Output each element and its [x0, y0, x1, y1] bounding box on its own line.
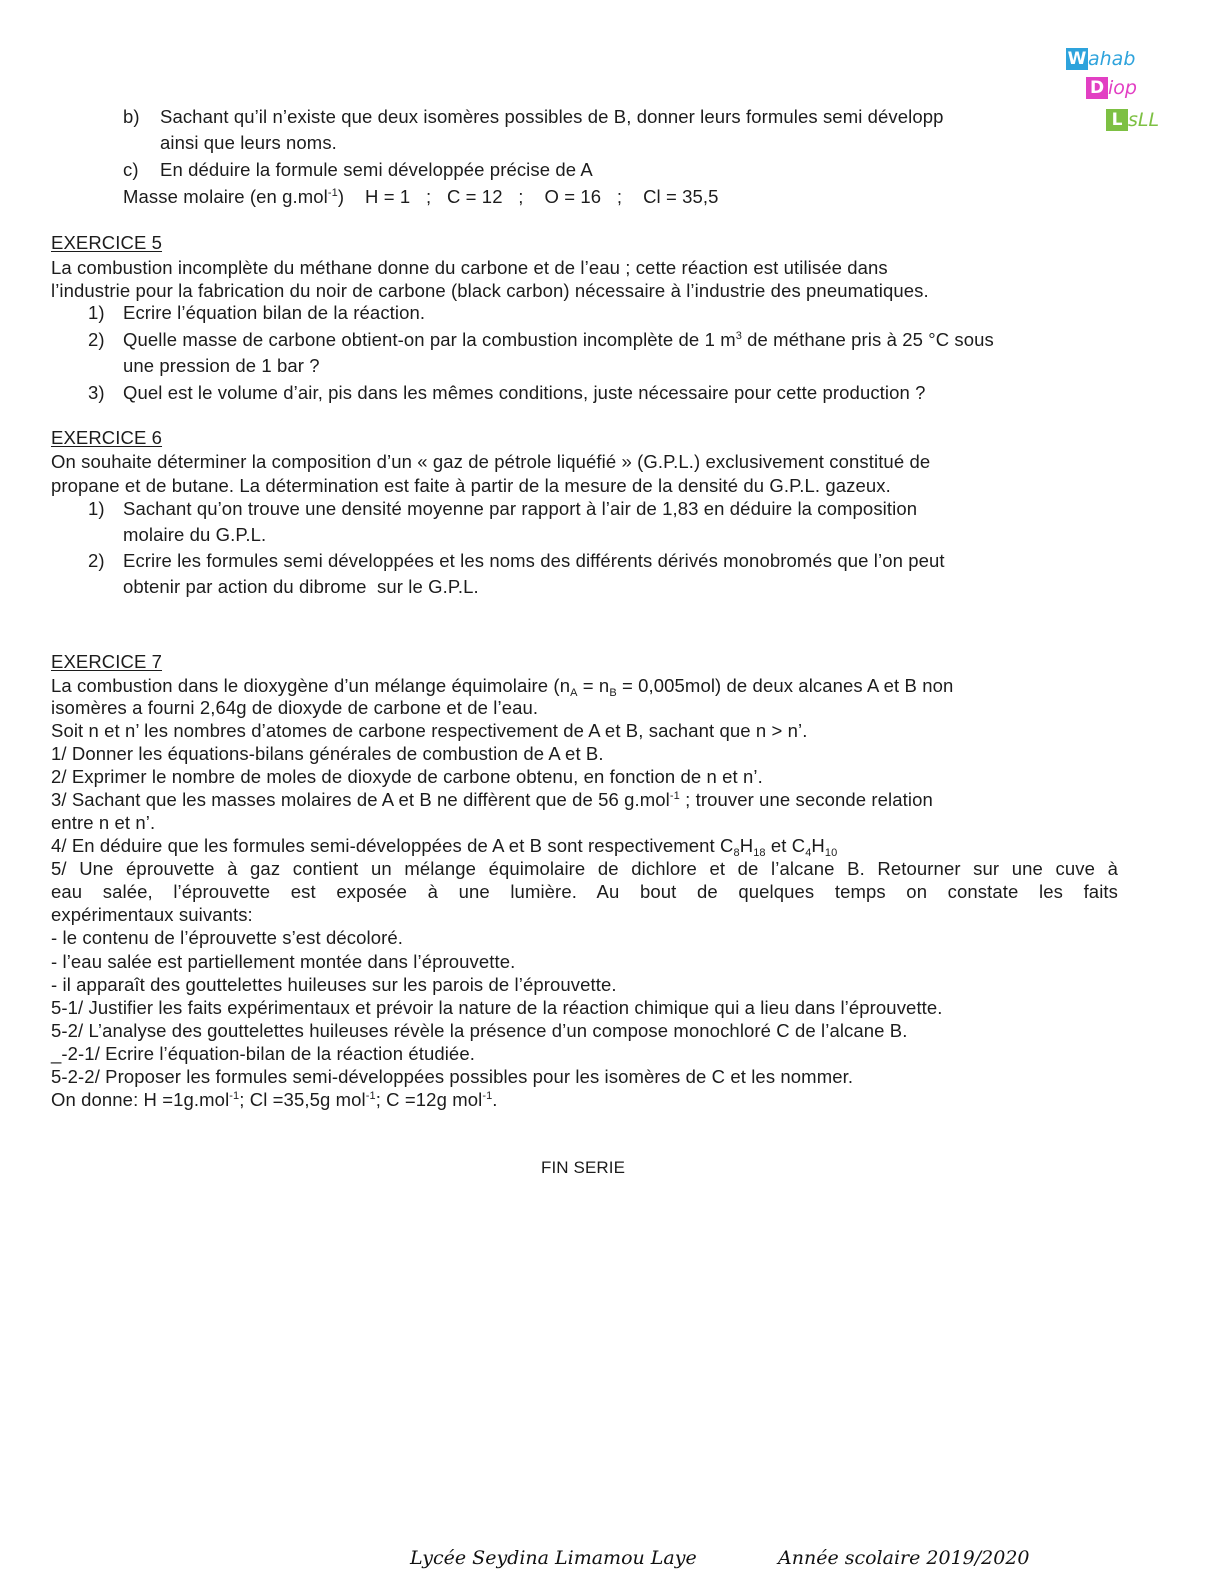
question-text: 5-2-2/ Proposer les formules semi-développées possibles pour les isomères de C et les nommer.	[51, 1066, 854, 1087]
superscript: 3	[735, 330, 742, 342]
question-text: _-2-1/ Ecrire l’équation-bilan de la réaction étudiée.	[51, 1043, 475, 1064]
exercise-title: EXERCICE 5	[51, 232, 163, 253]
question-marker: 2)	[88, 550, 105, 571]
superscript: -1	[669, 790, 680, 802]
subscript: B	[609, 687, 617, 699]
given-data	[51, 1089, 498, 1111]
text-segment: 3/ Sachant que les masses molaires de A et B ne diffèrent que de 56 g.mol	[51, 789, 670, 810]
text-segment: .	[492, 1089, 498, 1110]
question-text: eau salée, l’éprouvette est exposée à une lumière. Au bout de quelques temps on constate les faits	[51, 881, 1118, 902]
superscript: -1	[482, 1090, 493, 1102]
logo-letter-d: D	[1086, 77, 1108, 99]
question-text: une pression de 1 bar ?	[123, 355, 320, 376]
text-segment: de méthane pris à 25 °C sous	[741, 329, 994, 350]
question-text: obtenir par action du dibrome sur le G.P.L.	[123, 576, 479, 597]
exercise-title: EXERCICE 7	[51, 651, 163, 672]
list-item: - il apparaît des gouttelettes huileuses sur les parois de l’éprouvette.	[51, 974, 617, 995]
text-segment: H	[739, 835, 754, 856]
text-segment: Quelle masse de carbone obtient-on par la combustion incomplète de 1 m	[123, 329, 736, 350]
subscript: 8	[733, 847, 740, 859]
logo-row-wahab	[1066, 48, 1135, 70]
text-segment: et C	[765, 835, 806, 856]
exercise-intro: Soit n et n’ les nombres d’atomes de carbone respectivement de A et B, sachant que n > n’.	[51, 720, 808, 741]
question-text: 5-2/ L’analyse des gouttelettes huileuses révèle la présence d’un compose monochloré C de l’alcane B.	[51, 1020, 908, 1041]
footer-school-year: Année scolaire 2019/2020	[778, 1547, 1030, 1569]
text-segment: ; trouver une seconde relation	[679, 789, 933, 810]
question-marker: 3)	[88, 382, 105, 403]
superscript: -1	[229, 1090, 240, 1102]
text-segment: 4/ En déduire que les formules semi-développées de A et B sont respectivement C	[51, 835, 734, 856]
text-segment: = n	[577, 675, 610, 696]
question-text: Quel est le volume d’air, pis dans les mêmes conditions, juste nécessaire pour cette production ?	[123, 382, 926, 403]
exercise-title: EXERCICE 6	[51, 427, 163, 448]
logo-text-diop: iop	[1108, 77, 1137, 99]
logo-text-wahab: ahab	[1088, 48, 1136, 70]
list-item: - l’eau salée est partiellement montée dans l’éprouvette.	[51, 951, 516, 972]
subscript: A	[570, 687, 578, 699]
question-text: Sachant qu’il n’existe que deux isomères possibles de B, donner leurs formules semi développ	[160, 106, 944, 127]
question-text: Sachant qu’on trouve une densité moyenne par rapport à l’air de 1,83 en déduire la composition	[123, 498, 918, 519]
text-segment: H	[811, 835, 825, 856]
exercise-intro	[51, 675, 953, 697]
exercise-intro: La combustion incomplète du méthane donne du carbone et de l’eau ; cette réaction est utilisée dans	[51, 257, 888, 278]
question-text: entre n et n’.	[51, 812, 156, 833]
exercise-intro: propane et de butane. La détermination est faite à partir de la mesure de la densité du G.P.L. gazeux.	[51, 475, 891, 496]
subscript: 18	[753, 847, 766, 859]
question-text: ainsi que leurs noms.	[160, 132, 337, 153]
question-text: 2/ Exprimer le nombre de moles de dioxyde de carbone obtenu, en fonction de n et n’.	[51, 766, 763, 787]
subscript: 4	[805, 847, 812, 859]
question-text: 1/ Donner les équations-bilans générales de combustion de A et B.	[51, 743, 604, 764]
question-marker: c)	[123, 159, 139, 180]
logo-letter-w: W	[1067, 49, 1087, 69]
question-text: En déduire la formule semi développée précise de A	[160, 159, 593, 180]
exercise-intro: On souhaite déterminer la composition d’un « gaz de pétrole liquéfié » (G.P.L.) exclusivement constitué de	[51, 451, 931, 472]
question-text: molaire du G.P.L.	[123, 524, 267, 545]
question-text	[51, 835, 837, 857]
question-marker: 1)	[88, 498, 105, 519]
logo-row-diop	[1086, 77, 1137, 99]
subscript: 10	[824, 847, 838, 859]
text-segment: On donne: H =1g.mol	[51, 1089, 230, 1110]
text-segment: ; Cl =35,5g mol	[239, 1089, 366, 1110]
text-segment: ; C =12g mol	[375, 1089, 483, 1110]
text-segment: ) H = 1 ; C = 12 ; O = 16 ; Cl = 35,5	[337, 186, 719, 207]
superscript: -1	[365, 1090, 376, 1102]
text-segment: La combustion dans le dioxygène d’un mélange équimolaire (n	[51, 675, 571, 696]
question-text: expérimentaux suivants:	[51, 904, 253, 925]
question-text: Ecrire les formules semi développées et les noms des différents dérivés monobromés que l’on peut	[123, 550, 945, 571]
logo-text-lsll: sLL	[1128, 109, 1160, 131]
molar-mass-data	[123, 186, 719, 208]
footer-school: Lycée Seydina Limamou Laye	[410, 1547, 697, 1569]
text-segment: = 0,005mol) de deux alcanes A et B non	[616, 675, 954, 696]
question-text: Ecrire l’équation bilan de la réaction.	[123, 302, 426, 323]
question-marker: b)	[123, 106, 140, 127]
question-text: 5/ Une éprouvette à gaz contient un mélange équimolaire de dichlore et de l’alcane B. Retourner sur une cuve à	[51, 858, 1118, 879]
end-of-series-label: FIN SERIE	[541, 1158, 626, 1177]
question-text	[123, 329, 994, 351]
list-item: - le contenu de l’éprouvette s’est décoloré.	[51, 927, 403, 948]
superscript: -1	[327, 187, 338, 199]
question-text	[51, 789, 933, 811]
text-segment: Masse molaire (en g.mol	[123, 186, 328, 207]
exercise-intro: isomères a fourni 2,64g de dioxyde de carbone et de l’eau.	[51, 697, 539, 718]
question-text: 5-1/ Justifier les faits expérimentaux et prévoir la nature de la réaction chimique qui a lieu dans l’éprouvette.	[51, 997, 943, 1018]
exercise-intro: l’industrie pour la fabrication du noir de carbone (black carbon) nécessaire à l’industrie des pneumatiques.	[51, 280, 929, 301]
logo-letter-l: L	[1106, 109, 1128, 131]
logo-row-lsll	[1106, 109, 1159, 131]
question-marker: 2)	[88, 329, 105, 350]
question-marker: 1)	[88, 302, 105, 323]
